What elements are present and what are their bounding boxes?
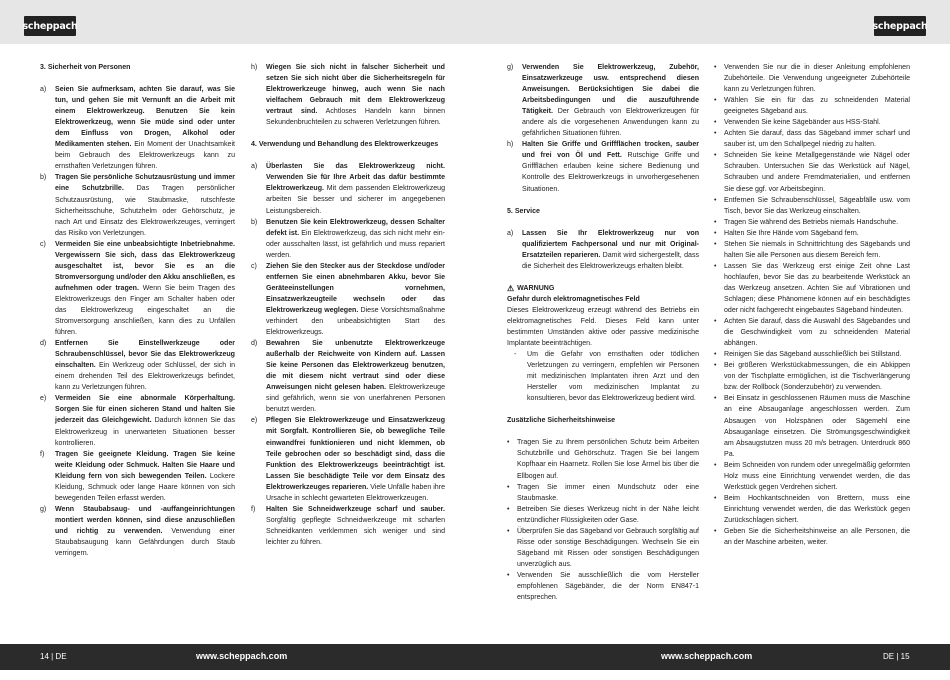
list-item [714, 349, 910, 360]
item-text-normal: Der Gebrauch von Elektrowerkzeugen für andere als die vorgesehenen Anwendungen kann zu gefährlichen Situationen führen. [522, 108, 699, 138]
list-item [40, 172, 235, 238]
item-text [522, 139, 699, 194]
bullet-icon: • [714, 362, 717, 370]
bullet-icon: • [714, 240, 717, 248]
item-text: Achten Sie darauf, dass die Auswahl des Sägebandes und die Geschwindigkeit vom zu schneidenden Material abhängen. [724, 318, 910, 348]
item-text-normal: Achtloses Handeln kann binnen Sekundenbruchteilen zu schweren Verletzungen führen. [266, 108, 445, 127]
list-item [40, 504, 235, 559]
item-text: Tragen Sie während des Betriebs niemals Handschuhe. [724, 218, 899, 226]
item-label: d) [251, 340, 258, 348]
list-item [714, 62, 910, 95]
item-text-bold: Überlasten Sie das Elektrowerkzeug nicht. Verwenden Sie für Ihre Arbeit das dafür bestimmte Elektrowerkzeug. [266, 163, 445, 193]
bullet-icon: • [714, 494, 717, 502]
item-text: Stehen Sie niemals in Schnittrichtung des Sägebands und halten Sie alle Personen aus diesem Bereich fern. [724, 240, 910, 259]
list-item [507, 570, 699, 603]
item-label: a) [40, 86, 47, 94]
item-text: Beim Hochkantschneiden von Brettern, muss eine Einrichtung verwendet werden, die das Werkstück gegen Zurückschlagen sichert. [724, 494, 910, 524]
dash-icon: - [514, 351, 517, 359]
list-item [507, 349, 699, 404]
list-item [251, 504, 445, 548]
item-label: c) [40, 240, 46, 248]
item-text [266, 504, 445, 548]
bullet-icon: • [507, 483, 510, 491]
item-text [522, 228, 699, 272]
bullet-icon: • [714, 461, 717, 469]
list-item [714, 316, 910, 349]
list-item [40, 239, 235, 338]
item-label: b) [251, 218, 258, 226]
item-text [266, 415, 445, 503]
item-text-normal: Viele Unfälle haben ihre Ursache in schlecht gewarteten Elektrowerkzeugen. [266, 483, 445, 502]
column-3 [507, 62, 699, 603]
item-text [55, 84, 235, 172]
list-item [251, 415, 445, 503]
list-item [714, 239, 910, 261]
section-heading-tool-use: 4. Verwendung und Behandlung des Elektrowerkzeuges [251, 141, 439, 149]
list-item [714, 493, 910, 526]
list-item [251, 261, 445, 338]
item-text-bold: Vermeiden Sie eine unbeabsichtigte Inbetriebnahme. Vergewissern Sie sich, dass das Elektrowerkzeug ausgeschaltet ist, bevor Sie es an die Stromversorgung und/oder den Akku anschließen, es aufnehmen oder tragen. [55, 240, 235, 292]
item-text-normal: Elektrowerkzeuge sind gefährlich, wenn sie von unerfahrenen Personen benutzt werden. [266, 384, 445, 414]
item-text-bold: Tragen Sie geeignete Kleidung. Tragen Sie keine weite Kleidung oder Schmuck. Halten Sie Haare und Kleidung fern von sich bewegenden Teilen. [55, 450, 235, 480]
list-item [507, 437, 699, 481]
bullet-icon: • [714, 97, 717, 105]
item-text-bold: Lassen Sie Ihr Elektrowerkzeug nur von qualifiziertem Fachpersonal und nur mit Original-Ersatzteilen reparieren. [522, 229, 699, 259]
item-text [266, 217, 445, 261]
item-label: b) [40, 174, 47, 182]
item-text-normal: Ein Elektrowerkzeug, das sich nicht mehr ein- oder ausschalten lässt, ist gefährlich und muss repariert werden. [266, 229, 445, 259]
item-text-normal: Dadurch können Sie das Elektrowerkzeug in unerwarteten Situationen besser kontrollieren. [55, 417, 235, 447]
list-item [714, 95, 910, 117]
item-text: Betreiben Sie dieses Werkzeug nicht in der Nähe leicht entzündlicher Flüssigkeiten oder Gase. [517, 505, 699, 524]
item-text-normal: Ein Moment der Unachtsamkeit beim Gebrauch des Elektrowerkzeugs kann zu ernsthaften Verletzungen führen. [55, 141, 235, 171]
list-item [714, 393, 910, 459]
item-text: Bei größeren Werkstückabmessungen, die ein Abkippen von der Tischplatte ermöglichen, ist die Tischverlängerung bzw. der Rollbock (Sonderzubehör) zu verwenden. [724, 362, 910, 392]
item-text-bold: Bewahren Sie unbenutzte Elektrowerkzeuge außerhalb der Reichweite von Kindern auf. Lassen Sie keine Personen das Elektrowerkzeug benutzen, die mit diesem nicht vertraut sind oder diese Anweisungen nicht gelesen haben. [266, 340, 445, 392]
section-heading-service: 5. Service [507, 207, 540, 215]
item-text: Verwenden Sie nur die in dieser Anleitung empfohlenen Zubehörteile. Die Verwendung ungeeigneter Zubehörteile kann zu Verletzungen führen. [724, 64, 910, 94]
item-text-normal: Verwendung einer Staubabsaugung kann Gefährdungen durch Staub verringern. [55, 527, 235, 558]
warning-text: Dieses Elektrowerkzeug erzeugt während des Betriebs ein elektromagnetisches Feld. Dieses Feld kann unter bestimmten Umständen aktive oder passive medizinische Implantate beeinträchtigen. [507, 306, 699, 348]
page-number-right: DE | 15 [883, 652, 910, 661]
bullet-icon: • [714, 218, 717, 226]
section-heading-additional: Zusätzliche Sicherheitshinweise [507, 417, 616, 425]
item-text: Beim Schneiden von rundem oder unregelmäßig geformten Holz muss eine Einrichtung verwendet werden, die das Werkstück gegen Verdrehen sichert. [724, 461, 910, 491]
item-text-bold: Pflegen Sie Elektrowerkzeuge und Einsatzwerkzeug mit Sorgfalt. Kontrollieren Sie, ob bewegliche Teile einwandfrei funktionieren und nicht klemmen, ob Teile gebrochen oder so beschädigt sind, dass die Funktion des Elektrowerkzeugs beeinträchtigt ist. Lassen Sie beschädigte Teile vor dem Einsatz des Elektrowerkzeuges reparieren. [266, 417, 445, 491]
item-text: Bei Einsatz in geschlossenen Räumen muss die Maschine an eine Absauganlage angeschlossen werden. Zum Absaugen von Holzspänen oder Sägemehl eine Absauganlage einsetzen. Die Strömungsgeschwindigkeit am Absaugstutzen muss 20 m/s betragen. Unterdruck 860 Pa. [724, 395, 910, 458]
item-text: Verwenden Sie ausschließlich die vom Hersteller empfohlenen Sägebänder, die der Norm EN847-1 entsprechen. [517, 571, 699, 602]
item-text-normal: Das Tragen persönlicher Schutzausrüstung, wie Staubmaske, rutschfeste Sicherheitsschuhe, Schutzhelm oder Gehörschutz, je nach Art und Einsatz des Elektrowerkzeuges, verringert das Risiko von Verletzungen. [55, 185, 235, 237]
list-item [714, 526, 910, 548]
list-item [251, 338, 445, 415]
footer-url-right[interactable]: www.scheppach.com [661, 651, 753, 661]
bullet-icon: • [714, 527, 717, 535]
column-4 [714, 62, 910, 548]
item-text-bold: Benutzen Sie kein Elektrowerkzeug, dessen Schalter defekt ist. [266, 218, 445, 237]
item-label: h) [507, 141, 514, 149]
list-item [507, 139, 699, 194]
page-number-left: 14 | DE [40, 652, 67, 661]
additional-safety-list-cont [714, 62, 910, 548]
item-text [55, 393, 235, 448]
item-text: Tragen Sie zu Ihrem persönlichen Schutz beim Arbeiten Schutzbrille und Gehörschutz. Tragen Sie bei langem Kopfhaar ein Haarnetz. Rollen Sie lose Ärmel bis über die Ellbogen auf. [517, 439, 699, 480]
list-item [714, 460, 910, 493]
personal-safety-list [40, 84, 235, 559]
list-item [507, 482, 699, 504]
bullet-icon: • [714, 119, 717, 127]
item-text-normal: Damit wird sichergestellt, dass die Sicherheit des Elektrowerkzeugs erhalten bleibt. [522, 251, 699, 270]
list-item [714, 128, 910, 150]
item-text: Reinigen Sie das Sägeband ausschließlich bei Stillstand. [724, 351, 902, 359]
item-label: e) [40, 395, 47, 403]
item-label: h) [251, 64, 258, 71]
item-text-bold: Wiegen Sie sich nicht in falscher Sicherheit und setzen Sie sich nicht über die Sicherheitsregeln für Elektrowerkzeuge hinweg, auch wenn Sie nach vielfachem Gebrauch mit dem Elektrowerkzeug vertraut sind. [266, 64, 445, 116]
item-text-normal: Rutschige Griffe und Griffflächen erlauben keine sichere Bedienung und Kontrolle des Elektrowerkzeugs in unvorhergesehenen Situationen. [522, 152, 699, 193]
warning-subtitle: Gefahr durch elektromagnetisches Feld [507, 295, 640, 303]
bullet-icon: • [507, 505, 510, 513]
header-bar [0, 0, 950, 44]
list-item [40, 393, 235, 448]
item-text-bold: Tragen Sie persönliche Schutzausrüstung und immer eine Schutzbrille. [55, 174, 235, 193]
item-text [266, 261, 445, 338]
footer-url-left[interactable]: www.scheppach.com [196, 651, 288, 661]
item-text: Halten Sie Ihre Hände vom Sägeband fern. [724, 229, 859, 237]
item-text-normal: Ein Werkzeug oder Schlüssel, der sich in einem drehenden Teil des Elektrowerkzeugs befindet, kann zu Verletzungen führen. [55, 362, 235, 392]
bullet-icon: • [507, 571, 510, 579]
warning-title: WARNUNG [517, 284, 555, 292]
item-label: g) [40, 505, 47, 513]
item-label: a) [251, 163, 258, 171]
bullet-icon: • [714, 196, 717, 204]
bullet-icon: • [507, 527, 510, 535]
list-item [714, 217, 910, 228]
item-label: a) [507, 229, 514, 237]
bullet-icon: • [714, 229, 717, 237]
list-item [714, 360, 910, 393]
item-text-bold: Verwenden Sie Elektrowerkzeug, Zubehör, Einsatzwerkzeuge usw. entsprechend diesen Anweisungen. Berücksichtigen Sie dabei die Arbeitsbedingungen und die auszuführende Tätigkeit. [522, 64, 699, 116]
item-text [55, 338, 235, 393]
list-item [714, 195, 910, 217]
section-heading-personal-safety: 3. Sicherheit von Personen [40, 64, 131, 71]
additional-safety-list [507, 437, 699, 603]
bullet-icon: • [714, 262, 717, 270]
item-text: Tragen Sie immer einen Mundschutz oder eine Staubmaske. [517, 483, 699, 502]
item-text [55, 239, 235, 338]
service-list [507, 228, 699, 272]
list-item [251, 62, 445, 128]
item-text-bold: Entfernen Sie Einstellwerkzeuge oder Schraubenschlüssel, bevor Sie das Elektrowerkzeug einschalten. [55, 340, 235, 370]
item-text: Schneiden Sie keine Metallgegenstände wie Nägel oder Schrauben. Untersuchen Sie das Werkstück auf Nägel, Schrauben und andere Fremdmaterialien, und entfernen Sie diese ggf. vor Arbeitsbeginn. [724, 152, 910, 193]
bullet-icon: • [507, 439, 510, 447]
personal-safety-list-cont [251, 62, 445, 128]
item-text-normal: Wenn Sie beim Tragen des Elektrowerkzeugs den Finger am Schalter haben oder das Elektrowerkzeug eingeschaltet an die Stromversorgung anschließen, kann dies zu Unfällen führen. [55, 284, 235, 337]
item-text [522, 62, 699, 139]
item-label: e) [251, 417, 258, 425]
list-item [714, 117, 910, 128]
item-text [266, 62, 445, 128]
item-text-bold: Seien Sie aufmerksam, achten Sie darauf, was Sie tun, und gehen Sie mit Vernunft an die Arbeit mit einem Elektrowerkzeug. Benutzen Sie kein Elektrowerkzeug, wenn Sie müde sind oder unter dem Einfluss von Drogen, Alkohol oder Medikamenten stehen. [55, 86, 235, 149]
list-item [714, 228, 910, 239]
list-item [251, 161, 445, 216]
item-text [55, 172, 235, 238]
item-label: f) [40, 450, 45, 458]
scheppach-logo-right: scheppach [874, 16, 926, 36]
list-item [507, 526, 699, 570]
item-text: Geben Sie die Sicherheitshinweise an alle Personen, die an der Maschine arbeiten, weiter. [724, 527, 910, 547]
item-label: g) [507, 64, 514, 71]
list-item [507, 62, 699, 139]
item-text-normal: Mit dem passenden Elektrowerkzeug arbeiten Sie besser und sicherer im angegebenen Leistungsbereich. [266, 185, 445, 215]
item-text: Verwenden Sie keine Sägebänder aus HSS-Stahl. [724, 119, 881, 127]
column-2 [251, 62, 445, 548]
item-text-bold: Wenn Staubabsaug- und -auffangeinrichtungen montiert werden können, sind diese anzuschließen und richtig zu verwenden. [55, 505, 235, 535]
list-item [40, 338, 235, 393]
item-text-bold: Halten Sie Griffe und Griffflächen trocken, sauber und frei von Öl und Fett. [522, 141, 699, 160]
tool-use-list-cont [507, 62, 699, 195]
item-text-bold: Ziehen Sie den Stecker aus der Steckdose und/oder entfernen Sie einen abnehmbaren Akku, bevor Sie Geräteeinstellungen vornehmen, Einsatzwerkzeugteile wechseln oder das Elektrowerkzeug weglegen. [266, 262, 445, 314]
item-text: Achten Sie darauf, dass das Sägeband immer scharf und sauber ist, um den Schallpegel niedrig zu halten. [724, 130, 910, 149]
item-text [266, 338, 445, 415]
warning-heading [507, 283, 699, 294]
item-text-normal: Sorgfältig gepflegte Schneidwerkzeuge mit scharfen Schneidkanten verklemmen sich weniger und sind leichter zu führen. [266, 516, 445, 546]
item-text: Um die Gefahr von ernsthaften oder tödlichen Verletzungen zu verringern, empfehlen wir Personen mit medizinischen Implantaten ihren Arzt und den Hersteller vom medizinischen Implantat zu konsultieren, bevor das Elektrowerkzeug bedient wird. [527, 351, 699, 403]
list-item [507, 504, 699, 526]
item-text [55, 504, 235, 559]
item-text [55, 449, 235, 504]
warning-dash-list [507, 349, 699, 404]
list-item [507, 228, 699, 272]
list-item [40, 84, 235, 172]
column-1 [40, 62, 235, 559]
bullet-icon: • [714, 152, 717, 160]
item-label: c) [251, 262, 257, 270]
item-text-bold: Halten Sie Schneidwerkzeuge scharf und sauber. [266, 505, 445, 513]
item-text: Entfernen Sie Schraubenschlüssel, Sägeabfälle usw. vom Tisch, bevor Sie das Werkzeug einschalten. [724, 196, 910, 215]
bullet-icon: • [714, 318, 717, 326]
bullet-icon: • [714, 64, 717, 71]
item-text: Lassen Sie das Werkzeug erst einige Zeit ohne Last hochlaufen, bevor Sie das zu bearbeitende Werkstück an das Werkzeug ansetzen. Achten Sie auf Vibrationen und Schlagen; diese Phänomene können auf ein beschädigtes oder nicht fachgerecht eingebautes Sägeband hindeuten. [724, 262, 910, 315]
list-item [714, 150, 910, 194]
item-label: f) [251, 505, 256, 513]
tool-use-list [251, 161, 445, 548]
item-text-normal: Diese Vorsichtsmaßnahme verhindert den unbeabsichtigten Start des Elektrowerkzeugs. [266, 306, 445, 337]
item-text: Wählen Sie ein für das zu schneidenden Material geeignetes Sägeband aus. [724, 97, 910, 116]
bullet-icon: • [714, 351, 717, 359]
list-item [714, 261, 910, 316]
bullet-icon: • [714, 130, 717, 138]
list-item [40, 449, 235, 504]
scheppach-logo-left: scheppach [24, 16, 76, 36]
item-text: Überprüfen Sie das Sägeband vor Gebrauch sorgfältig auf Risse oder sonstige Beschädigungen. Wechseln Sie ein Sägeband mit Rissen oder sonstigen Beschädigungen unverzüglich aus. [517, 527, 699, 568]
warning-triangle-icon: ⚠ [507, 283, 515, 293]
bullet-icon: • [714, 395, 717, 403]
item-text-bold: Vermeiden Sie eine abnormale Körperhaltung. Sorgen Sie für einen sicheren Stand und halten Sie jederzeit das Gleichgewicht. [55, 395, 235, 425]
footer-bar [0, 644, 950, 670]
item-label: d) [40, 340, 47, 348]
item-text-normal: Lockere Kleidung, Schmuck oder lange Haare können von sich bewegenden Teilen erfasst werden. [55, 472, 235, 502]
list-item [251, 217, 445, 261]
item-text [266, 161, 445, 216]
